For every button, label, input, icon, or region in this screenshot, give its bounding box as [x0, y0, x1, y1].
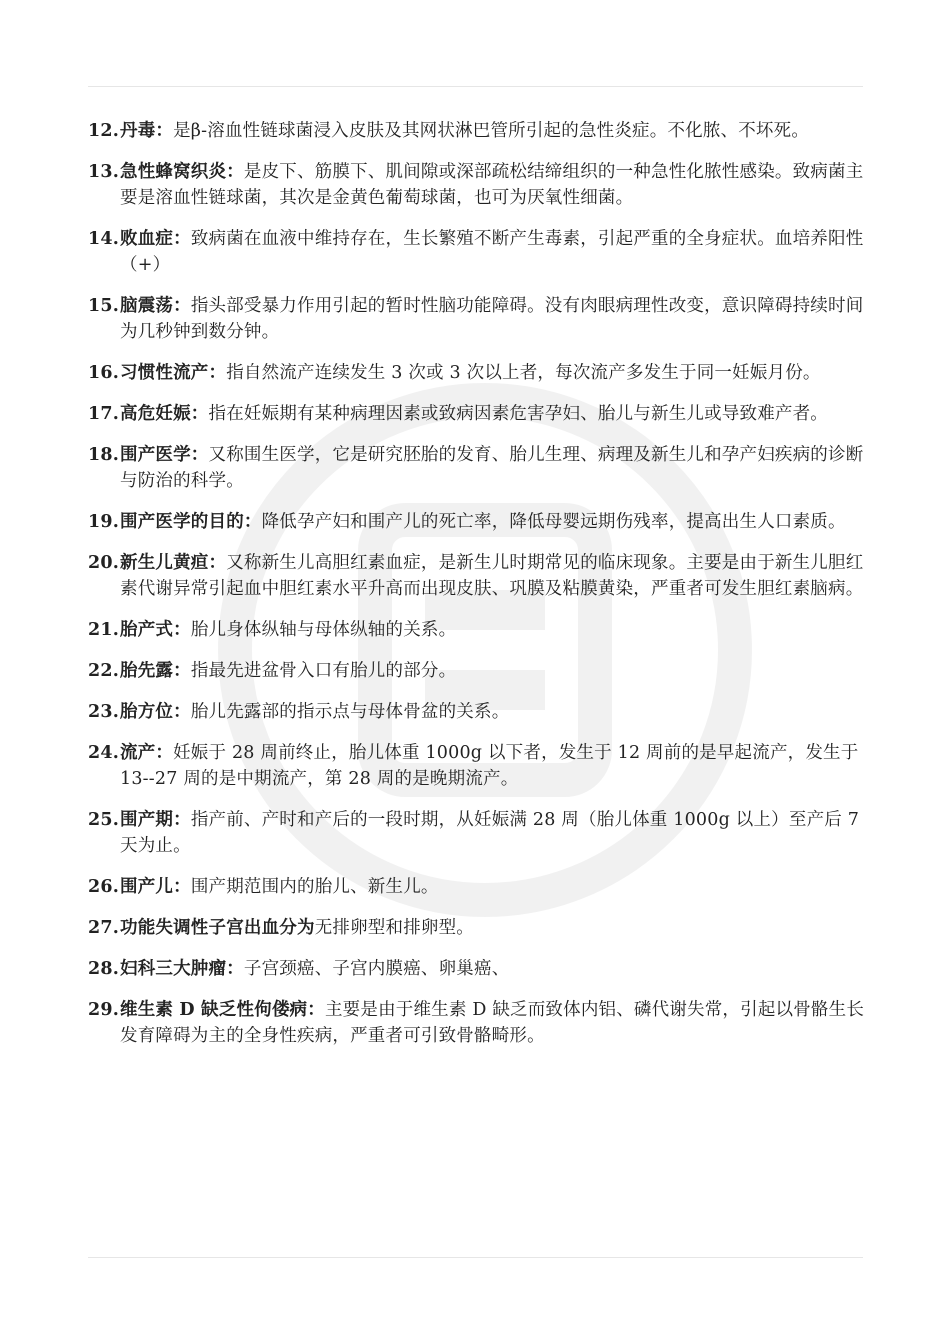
glossary-entry [88, 401, 868, 427]
glossary-entry [88, 118, 868, 144]
entry-definition: 是β-溶血性链球菌浸入皮肤及其网状淋巴管所引起的急性炎症。不化脓、不坏死。 [173, 121, 810, 141]
entry-number: 25. [88, 810, 120, 830]
glossary-entry [88, 226, 868, 278]
entry-number: 16. [88, 363, 120, 383]
glossary-entry [88, 956, 868, 982]
entry-definition: 指在妊娠期有某种病理因素或致病因素危害孕妇、胎儿与新生儿或导致难产者。 [208, 404, 828, 424]
entry-number: 21. [88, 620, 120, 640]
glossary-entry [88, 740, 868, 792]
entry-definition: 又称围生医学，它是研究胚胎的发育、胎儿生理、病理及新生儿和孕产妇疾病的诊断与防治的科学。 [120, 445, 864, 491]
entry-term: 丹毒： [120, 121, 174, 141]
entry-definition: 子宫颈癌、子宫内膜癌、卵巢癌、 [243, 959, 510, 979]
entry-term: 围产期： [120, 810, 191, 830]
glossary-entry [88, 159, 868, 211]
entry-definition: 致病菌在血液中维持存在，生长繁殖不断产生毒素，引起严重的全身症状。血培养阳性（+） [120, 229, 864, 275]
entry-definition: 降低孕产妇和围产儿的死亡率，降低母婴远期伤残率，提高出生人口素质。 [261, 512, 846, 532]
glossary-entry [88, 442, 868, 494]
entry-number: 14. [88, 229, 120, 249]
entry-term: 妇科三大肿瘤： [120, 959, 244, 979]
glossary-entry [88, 293, 868, 345]
glossary-entry [88, 617, 868, 643]
entry-term: 功能失调性子宫出血分为 [120, 918, 315, 938]
entry-definition: 又称新生儿高胆红素血症，是新生儿时期常见的临床现象。主要是由于新生儿胆红素代谢异常引起血中胆红素水平升高而出现皮肤、巩膜及粘膜黄染，严重者可发生胆红素脑病。 [120, 553, 864, 599]
entry-definition: 指头部受暴力作用引起的暂时性脑功能障碍。没有肉眼病理性改变，意识障碍持续时间为几秒钟到数分钟。 [120, 296, 864, 342]
glossary-entry [88, 915, 868, 941]
entry-term: 败血症： [120, 229, 191, 249]
entry-definition: 妊娠于 28 周前终止，胎儿体重 1000g 以下者，发生于 12 周前的是早起流产，发生于 13--27 周的是中期流产，第 28 周的是晚期流产。 [120, 743, 859, 789]
entry-term: 围产医学的目的： [120, 512, 262, 532]
glossary-list [88, 118, 868, 1064]
entry-definition: 主要是由于维生素 D 缺乏而致体内铝、磷代谢失常，引起以骨骼生长发育障碍为主的全身性疾病，严重者可引致骨骼畸形。 [120, 1000, 865, 1046]
entry-number: 18. [88, 445, 120, 465]
entry-definition: 指产前、产时和产后的一段时期，从妊娠满 28 周（胎儿体重 1000g 以上）至产后 7 天为止。 [120, 810, 860, 856]
entry-number: 29. [88, 1000, 120, 1020]
entry-term: 围产儿： [120, 877, 191, 897]
entry-number: 13. [88, 162, 120, 182]
entry-definition: 胎儿先露部的指示点与母体骨盆的关系。 [190, 702, 510, 722]
entry-definition: 胎儿身体纵轴与母体纵轴的关系。 [190, 620, 457, 640]
entry-term: 胎先露： [120, 661, 191, 681]
entry-number: 15. [88, 296, 120, 316]
glossary-entry [88, 550, 868, 602]
entry-definition: 是皮下、筋膜下、肌间隙或深部疏松结缔组织的一种急性化脓性感染。致病菌主要是溶血性链球菌，其次是金黄色葡萄球菌，也可为厌氧性细菌。 [120, 162, 864, 208]
entry-definition: 无排卵型和排卵型。 [314, 918, 475, 938]
entry-term: 胎产式： [120, 620, 191, 640]
glossary-entry [88, 997, 868, 1049]
glossary-entry [88, 874, 868, 900]
entry-number: 22. [88, 661, 120, 681]
entry-number: 12. [88, 121, 120, 141]
entry-definition: 指最先进盆骨入口有胎儿的部分。 [190, 661, 457, 681]
entry-definition: 围产期范围内的胎儿、新生儿。 [190, 877, 439, 897]
entry-number: 27. [88, 918, 120, 938]
entry-term: 维生素 D 缺乏性佝偻病： [120, 1000, 325, 1020]
entry-number: 28. [88, 959, 120, 979]
header-divider [88, 86, 863, 87]
entry-term: 脑震荡： [120, 296, 191, 316]
entry-number: 24. [88, 743, 120, 763]
entry-number: 23. [88, 702, 120, 722]
entry-term: 胎方位： [120, 702, 191, 722]
entry-term: 急性蜂窝织炎： [120, 162, 244, 182]
glossary-entry [88, 360, 868, 386]
entry-number: 26. [88, 877, 120, 897]
footer-divider [88, 1257, 863, 1258]
entry-number: 19. [88, 512, 120, 532]
entry-term: 习惯性流产： [120, 363, 227, 383]
entry-term: 新生儿黄疸： [120, 553, 227, 573]
entry-term: 围产医学： [120, 445, 209, 465]
entry-definition: 指自然流产连续发生 3 次或 3 次以上者，每次流产多发生于同一妊娠月份。 [226, 363, 821, 383]
glossary-entry [88, 699, 868, 725]
glossary-entry [88, 509, 868, 535]
entry-term: 流产： [120, 743, 174, 763]
entry-number: 20. [88, 553, 120, 573]
entry-term: 高危妊娠： [120, 404, 209, 424]
entry-number: 17. [88, 404, 120, 424]
glossary-entry [88, 807, 868, 859]
glossary-entry [88, 658, 868, 684]
